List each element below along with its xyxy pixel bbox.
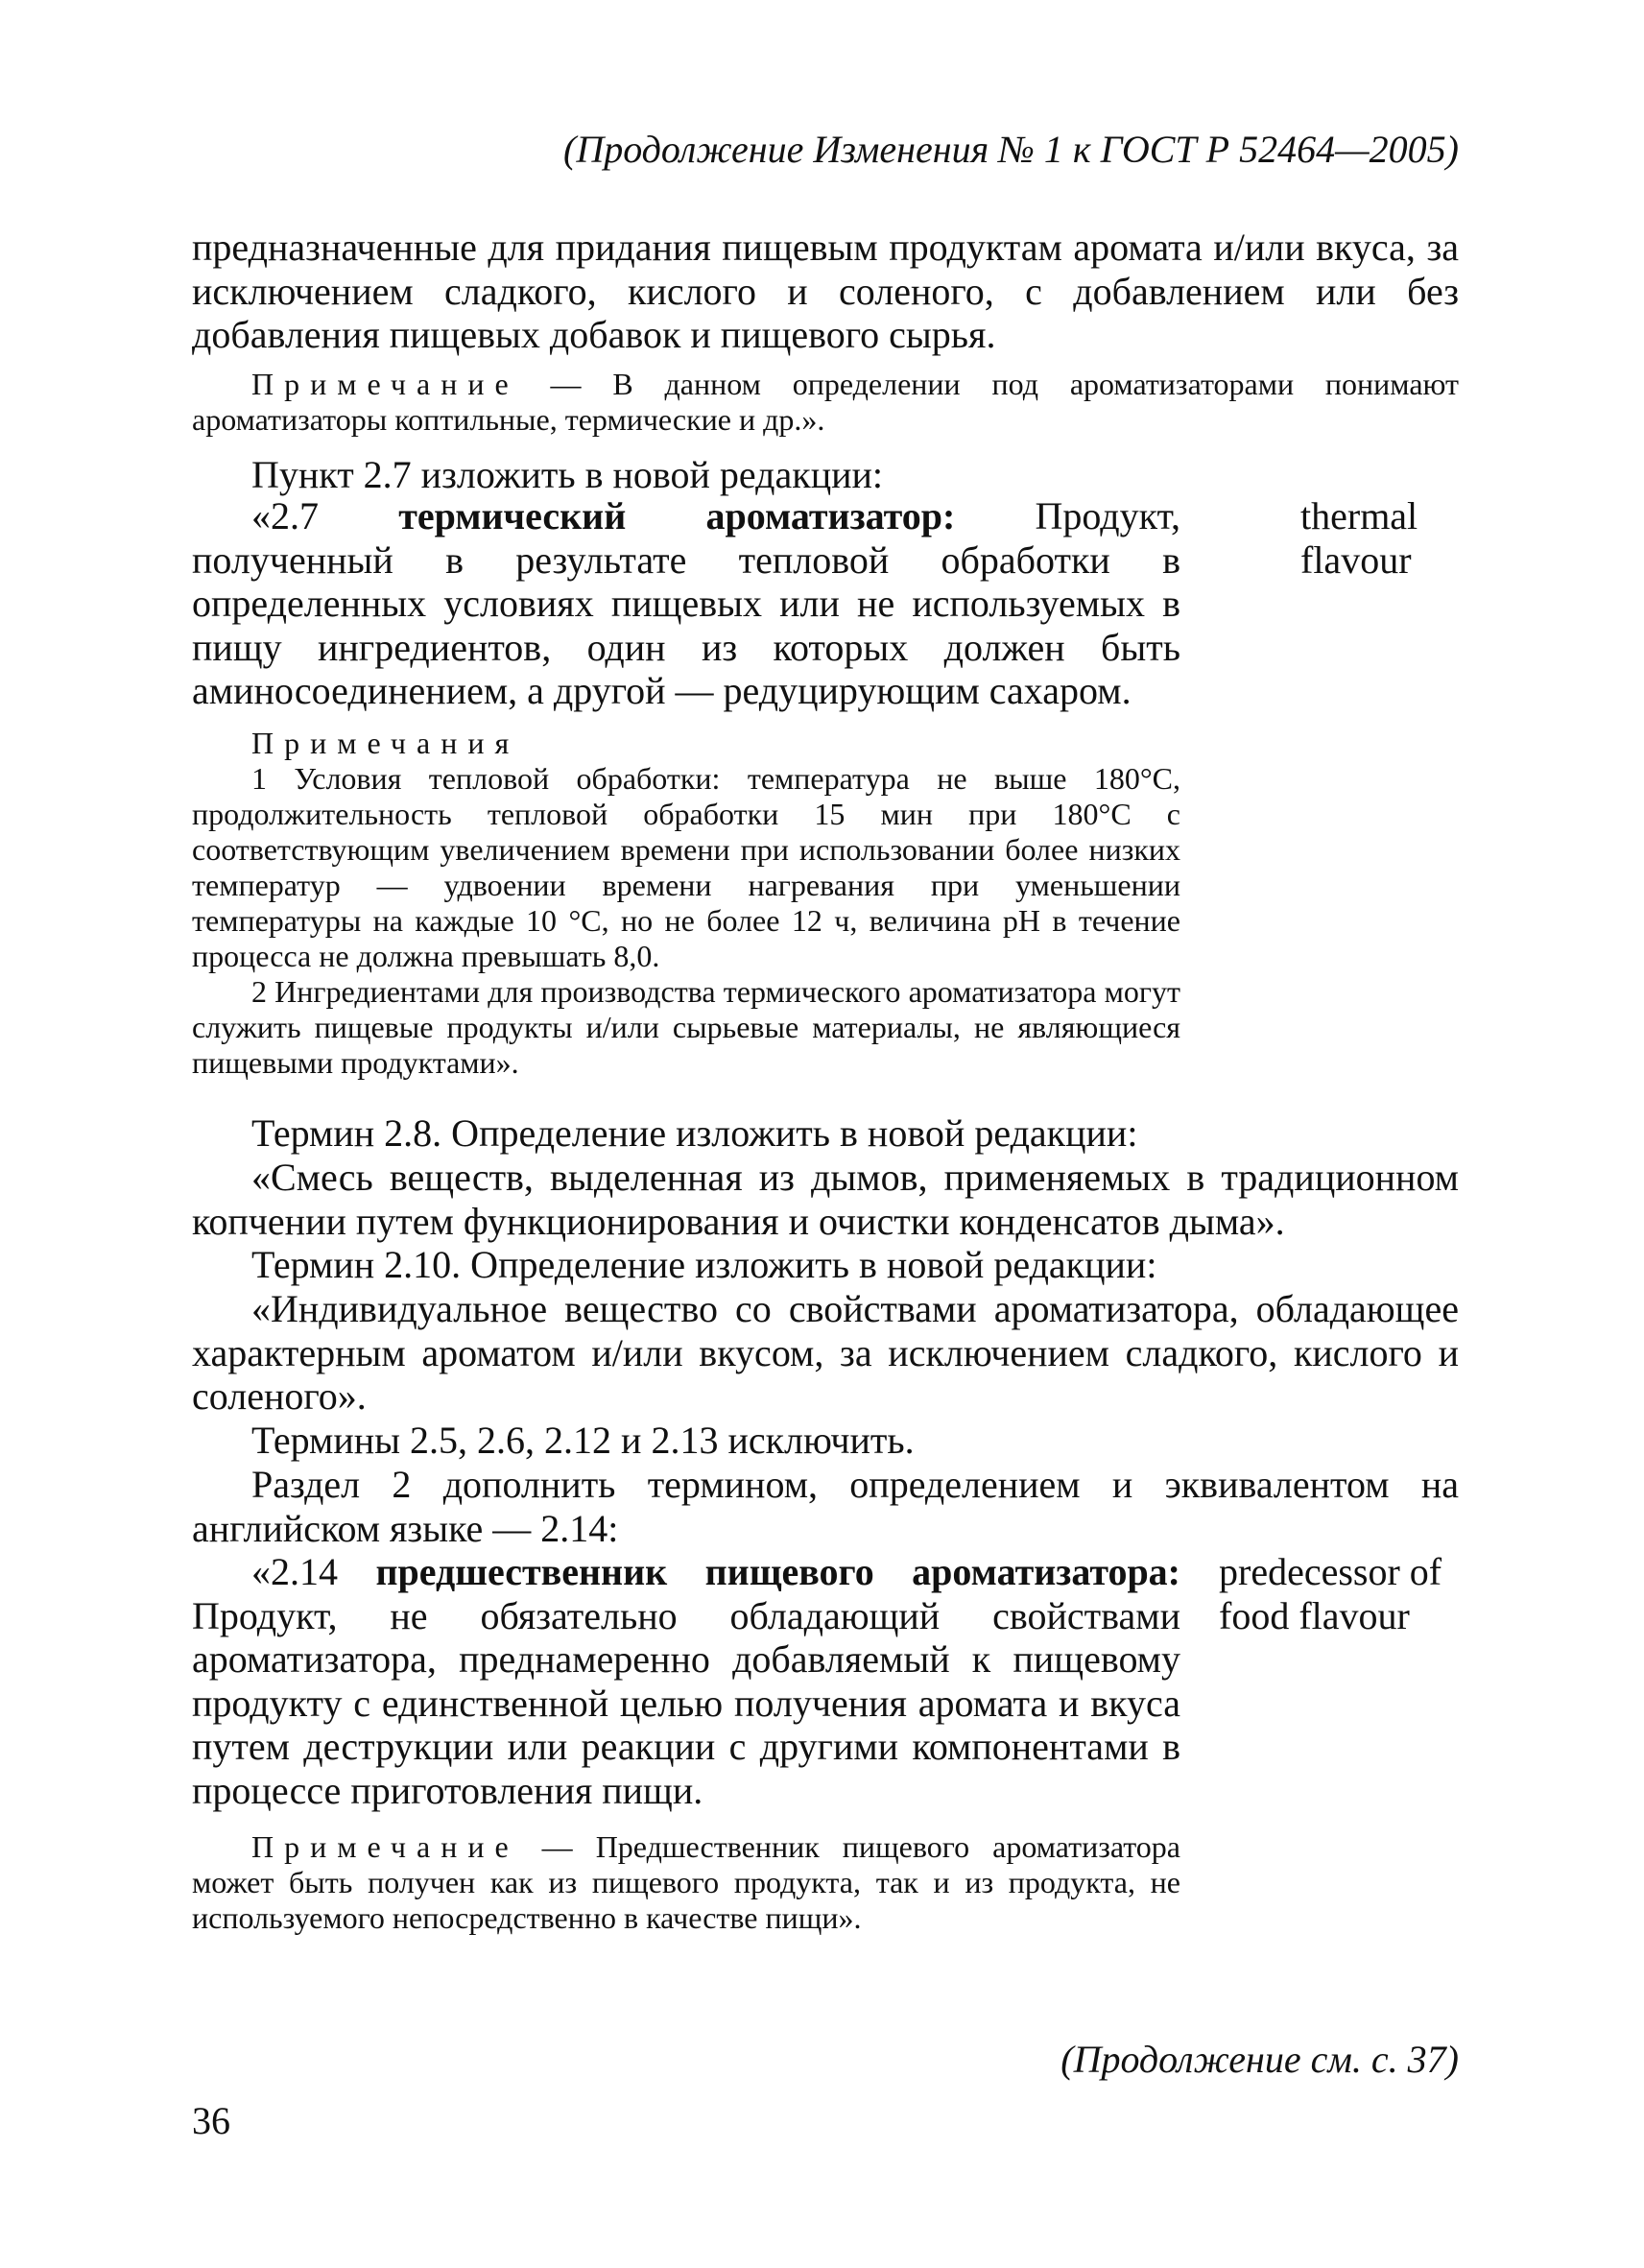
term-2-8-title: Термин 2.8. Определение изложить в новой редакции:	[251, 1111, 1138, 1155]
paragraph-2-7-title: Пункт 2.7 изложить в новой редакции:	[251, 453, 884, 496]
term-2-8-text: «Смесь веществ, выделенная из дымов, применяемых в традиционном копчении путем функционирования и очистки конденсатов дыма».	[192, 1156, 1459, 1243]
page-header: (Продолжение Изменения № 1 к ГОСТ Р 52464—2005)	[563, 128, 1459, 171]
note-item-1: 1 Условия тепловой обработки: температура не выше 180°С, продолжительность тепловой обработки 15 мин при 180°С с соответствующим увеличением времени при использовании более низких температур — удвоении времени нагревания при уменьшении температуры на каждые 10 °С, но не более 12 ч, величина pH в течение процесса не должна превышать 8,0.	[192, 761, 1180, 973]
term-2-14-english: predecessor of food flavour	[1219, 1550, 1442, 1637]
term-2-10-title: Термин 2.10. Определение изложить в новой редакции:	[251, 1243, 1157, 1286]
term-2-10-text: «Индивидуальное вещество со свойствами ароматизатора, обладающее характерным ароматом и/или вкусом, за исключением сладкого, кислого и соленого».	[192, 1287, 1459, 1418]
note-2-14-label: Примечание	[251, 1829, 519, 1864]
notes-label: Примечания	[251, 726, 520, 760]
section-2-add: Раздел 2 дополнить термином, определением и эквивалентом на английском языке — 2.14:	[192, 1463, 1459, 1550]
term-2-7-english: thermal flavour	[1300, 494, 1418, 582]
term-2-7-definition: «2.7 термический ароматизатор: Продукт, полученный в результате тепловой обработки в определенных условиях пищевых или не используемых в пищу ингредиентов, один из которых должен быть аминосоединением, а другой — редуцирующим сахаром.	[192, 494, 1180, 712]
term-2-7-name: термический ароматизатор:	[398, 494, 956, 537]
document-page	[192, 0, 1459, 2268]
terms-exclude: Термины 2.5, 2.6, 2.12 и 2.13 исключить.	[251, 1419, 915, 1462]
continuation-footer: (Продолжение см. с. 37)	[1060, 2038, 1459, 2081]
term-2-14-definition: «2.14 предшественник пищевого ароматизатора: Продукт, не обязательно обладающий свойствами ароматизатора, преднамеренно добавляемый к пищевому продукту с единственной целью получения аромата и вкуса путем деструкции или реакции с другими компонентами в процессе приготовления пищи.	[192, 1550, 1181, 1812]
note-1: Примечание — В данном определении под ароматизаторами понимают ароматизаторы коптильные, термические и др.».	[192, 367, 1459, 437]
page-number: 36	[192, 2099, 230, 2142]
term-2-14-name: предшественник пищевого ароматизатора:	[375, 1550, 1181, 1593]
note-label: Примечание	[251, 367, 519, 401]
intro-paragraph: предназначенные для придания пищевым продуктам аромата и/или вкуса, за исключением сладкого, кислого и соленого, с добавлением или без добавления пищевых добавок и пищевого сырья.	[192, 226, 1459, 356]
note-item-2: 2 Ингредиентами для производства термического ароматизатора могут служить пищевые продукты и/или сырьевые материалы, не являющиеся пищевыми продуктами».	[192, 974, 1180, 1080]
note-2-14: Примечание — Предшественник пищевого ароматизатора может быть получен как из пищевого продукта, так и из продукта, не используемого непосредственно в качестве пищи».	[192, 1829, 1180, 1935]
notes-2-7	[192, 726, 1180, 1081]
